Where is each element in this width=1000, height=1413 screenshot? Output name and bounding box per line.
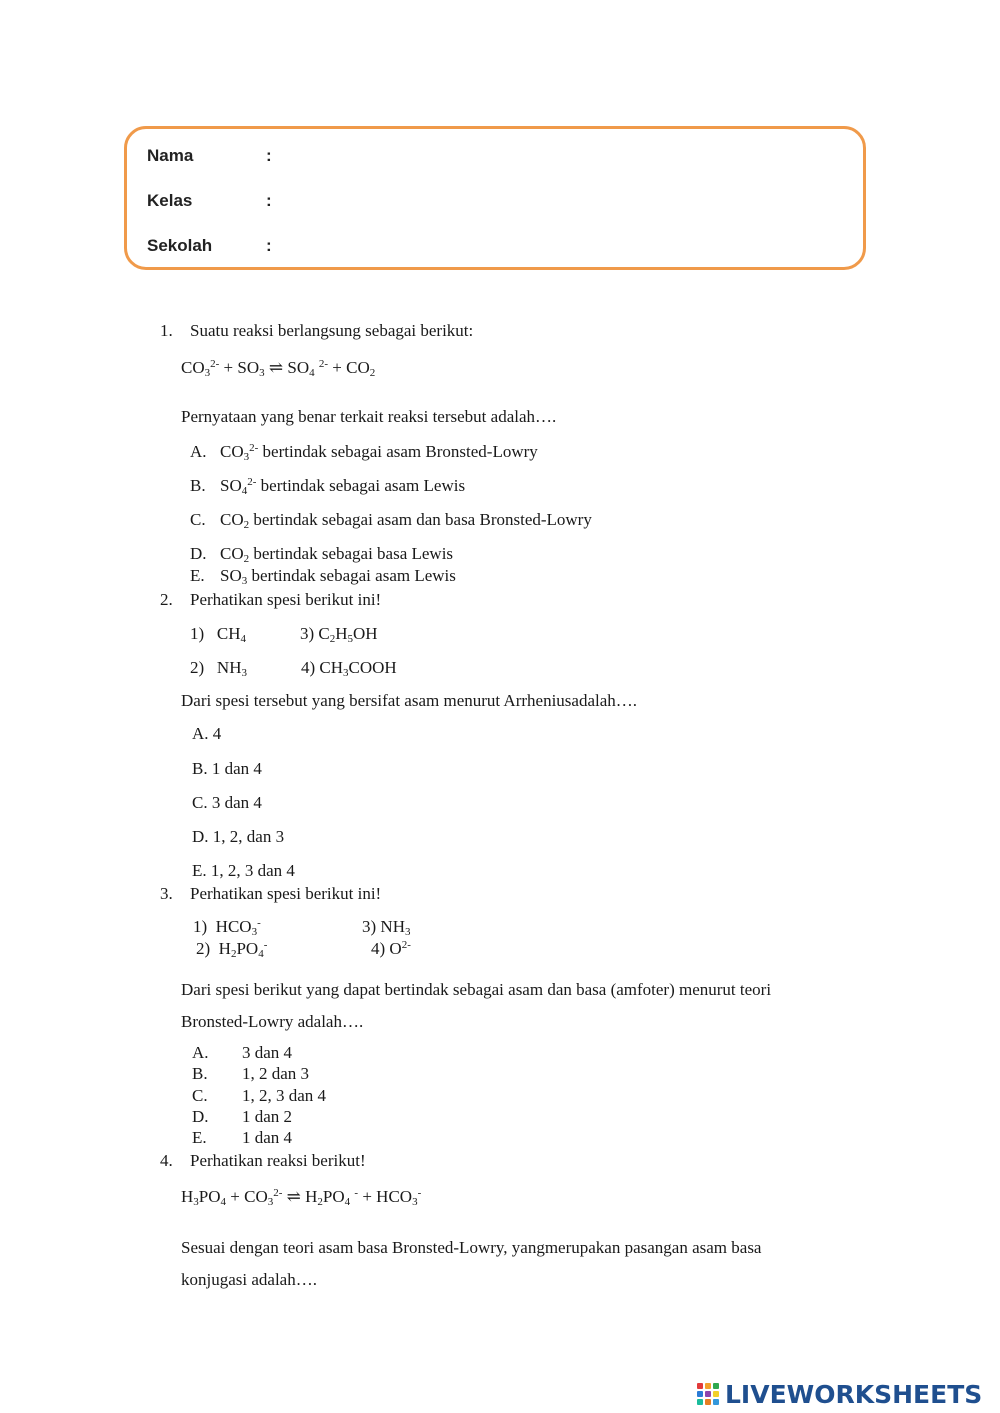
q4-equation: $H_3PO_4 + CO_3^{2-}$ ⇌ $H_2PO_4$ $^- + HCO_3^-$ <box>181 1187 422 1208</box>
q2-species-3: 3) $C_2H_5OH$ <box>300 624 378 645</box>
nama-input[interactable] <box>285 144 849 168</box>
q1-option-c[interactable]: $CO_2$ bertindak sebagai asam dan basa Bronsted-Lowry <box>220 510 592 531</box>
q1-option-e-letter[interactable]: E. <box>190 566 205 585</box>
q1-option-a-letter[interactable]: A. <box>190 442 207 461</box>
logo-grid-icon <box>697 1383 719 1405</box>
sekolah-label: Sekolah <box>147 236 213 255</box>
logo-square <box>713 1383 719 1389</box>
q1-stem: Suatu reaksi berlangsung sebagai berikut: <box>190 321 474 340</box>
sekolah-input[interactable] <box>285 234 849 258</box>
q2-stem: Perhatikan spesi berikut ini! <box>190 590 382 609</box>
q3-option-b[interactable]: 1, 2 dan 3 <box>242 1064 310 1083</box>
q3-species-4: 4) $O^{2-}$ <box>371 939 411 958</box>
q2-option-e[interactable]: E. 1, 2, 3 dan 4 <box>192 861 295 880</box>
q1-option-c-letter[interactable]: C. <box>190 510 206 529</box>
logo-square <box>697 1399 703 1405</box>
logo-text: LIVEWORKSHEETS <box>725 1379 983 1409</box>
q3-option-a[interactable]: 3 dan 4 <box>242 1043 293 1062</box>
q1-question: Pernyataan yang benar terkait reaksi tersebut adalah…. <box>181 407 557 426</box>
sekolah-colon: : <box>266 236 272 255</box>
q2-question: Dari spesi tersebut yang bersifat asam menurut Arrheniusadalah…. <box>181 691 638 710</box>
q3-option-c[interactable]: 1, 2, 3 dan 4 <box>242 1086 327 1105</box>
q2-species-2: 2) $NH_3$ <box>190 658 247 679</box>
kelas-label: Kelas <box>147 191 193 210</box>
logo-square <box>713 1399 719 1405</box>
kelas-input[interactable] <box>285 189 849 213</box>
q2-option-d[interactable]: D. 1, 2, dan 3 <box>192 827 285 846</box>
q4-number: 4. <box>160 1151 173 1170</box>
q4-question-line2: konjugasi adalah…. <box>181 1270 317 1289</box>
q1-option-b-letter[interactable]: B. <box>190 476 206 495</box>
q3-option-a-letter[interactable]: A. <box>192 1043 209 1062</box>
q3-option-c-letter[interactable]: C. <box>192 1086 208 1105</box>
logo-square <box>697 1391 703 1397</box>
q3-number: 3. <box>160 884 173 903</box>
logo-square <box>705 1399 711 1405</box>
q1-option-d-letter[interactable]: D. <box>190 544 207 563</box>
q4-question-line1: Sesuai dengan teori asam basa Bronsted-Lowry, yangmerupakan pasangan asam basa <box>181 1238 762 1257</box>
logo-square <box>713 1391 719 1397</box>
q3-species-1: 1) $HCO_3^-$ <box>193 917 261 938</box>
logo-square <box>705 1391 711 1397</box>
q3-option-d-letter[interactable]: D. <box>192 1107 209 1126</box>
q2-option-b[interactable]: B. 1 dan 4 <box>192 759 262 778</box>
q3-option-e[interactable]: 1 dan 4 <box>242 1128 293 1147</box>
q4-stem: Perhatikan reaksi berikut! <box>190 1151 366 1170</box>
liveworksheets-logo <box>697 1378 982 1410</box>
q3-species-2: 2) $H_2PO_4^-$ <box>196 939 268 960</box>
q3-option-d[interactable]: 1 dan 2 <box>242 1107 293 1126</box>
logo-square <box>705 1383 711 1389</box>
q3-stem: Perhatikan spesi berikut ini! <box>190 884 382 903</box>
q2-option-a[interactable]: A. 4 <box>192 724 222 743</box>
q2-option-c[interactable]: C. 3 dan 4 <box>192 793 262 812</box>
q3-option-e-letter[interactable]: E. <box>192 1128 207 1147</box>
q3-question-line2: Bronsted-Lowry adalah…. <box>181 1012 364 1031</box>
q1-equation: $CO_3^{2-} + SO_3$ ⇌ $SO_4$ $^{2-} + CO_2$ <box>181 358 376 379</box>
logo-square <box>697 1383 703 1389</box>
q2-number: 2. <box>160 590 173 609</box>
q3-option-b-letter[interactable]: B. <box>192 1064 208 1083</box>
q1-option-a[interactable]: $CO_3^{2-}$ bertindak sebagai asam Bronsted-Lowry <box>220 442 538 463</box>
q1-number: 1. <box>160 321 173 340</box>
q2-species-1: 1) $CH_4$ <box>190 624 247 645</box>
nama-label: Nama <box>147 146 194 165</box>
q3-question-line1: Dari spesi berikut yang dapat bertindak sebagai asam dan basa (amfoter) menurut teori <box>181 980 772 999</box>
q2-species-4: 4) $CH_3COOH$ <box>301 658 397 679</box>
q1-option-d[interactable]: $CO_2$ bertindak sebagai basa Lewis <box>220 544 454 565</box>
nama-colon: : <box>266 146 272 165</box>
q1-option-e[interactable]: $SO_3$ bertindak sebagai asam Lewis <box>220 566 456 587</box>
kelas-colon: : <box>266 191 272 210</box>
q3-species-3: 3) $NH_3$ <box>362 917 411 938</box>
q1-option-b[interactable]: $SO_4^{2-}$ bertindak sebagai asam Lewis <box>220 476 466 497</box>
